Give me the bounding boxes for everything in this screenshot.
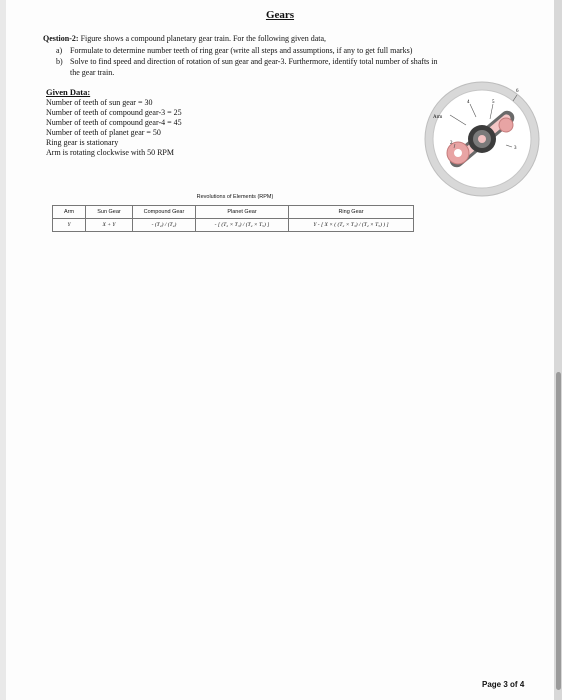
given-data-heading: Given Data: xyxy=(46,87,91,97)
document-page xyxy=(6,0,554,700)
header-arm: Arm xyxy=(53,206,86,219)
table-row xyxy=(53,219,414,232)
page-footer xyxy=(482,680,524,689)
part-a-label: a) xyxy=(56,46,63,55)
header-ring-gear: Ring Gear xyxy=(289,206,414,219)
revolutions-table xyxy=(52,205,414,232)
part-b xyxy=(56,57,526,67)
planet-gear-far xyxy=(499,118,513,132)
label-4: 4 xyxy=(467,100,470,105)
given-gear3-teeth: Number of teeth of compound gear-3 = 25 xyxy=(46,108,182,117)
label-2: 2 xyxy=(450,141,453,146)
cell-arm: Y xyxy=(53,219,86,232)
header-compound-gear: Compound Gear xyxy=(133,206,196,219)
label-6: 6 xyxy=(516,89,519,94)
cell-ring-gear: Y - [ X × ( (T₂ × T₃) / (T₄ × T₅) ) ] xyxy=(289,219,414,232)
label-5: 5 xyxy=(492,100,495,105)
table-caption: Revolutions of Elements (RPM) xyxy=(196,194,274,200)
given-gear4-teeth: Number of teeth of compound gear-4 = 45 xyxy=(46,118,182,127)
question-intro xyxy=(43,34,533,44)
part-a-text: Formulate to determine number teeth of ring gear (write all steps and assumptions, if any to get full marks) xyxy=(70,46,413,55)
given-planet-teeth: Number of teeth of planet gear = 50 xyxy=(46,128,161,137)
cell-compound-gear: - (T₂) / (T₄) xyxy=(133,219,196,232)
footer-of-label: of xyxy=(510,680,518,689)
question-text: Figure shows a compound planetary gear train. For the following given data, xyxy=(80,34,327,43)
part-b-continued: the gear train. xyxy=(70,68,115,77)
given-sun-teeth: Number of teeth of sun gear = 30 xyxy=(46,98,153,107)
label-3: 3 xyxy=(514,146,517,151)
given-ring-stationary: Ring gear is stationary xyxy=(46,138,119,147)
question-label: Qestion-2: xyxy=(43,34,79,43)
page-title: Gears xyxy=(265,9,295,21)
header-planet-gear: Planet Gear xyxy=(196,206,289,219)
planet-hub xyxy=(454,149,462,157)
given-arm-speed: Arm is rotating clockwise with 50 RPM xyxy=(46,148,174,157)
table-header-row xyxy=(53,206,414,219)
footer-total-pages: 4 xyxy=(519,680,525,689)
cell-sun-gear: X + Y xyxy=(86,219,133,232)
part-b-text: Solve to find speed and direction of rotation of sun gear and gear-3. Furthermore, identify total number of shafts in xyxy=(70,57,438,66)
gear-train-diagram xyxy=(420,77,544,201)
sun-shaft xyxy=(478,135,486,143)
part-b-label: b) xyxy=(56,57,63,66)
scrollbar-thumb[interactable] xyxy=(556,372,561,690)
scrollbar[interactable] xyxy=(554,0,562,700)
footer-page-number: 3 xyxy=(503,680,508,689)
label-arm: Arm xyxy=(433,115,443,120)
footer-page-label: Page xyxy=(482,680,502,689)
cell-planet-gear: - [ (T₂ × T₃) / (T₄ × T₅) ] xyxy=(196,219,289,232)
part-a xyxy=(56,46,526,56)
header-sun-gear: Sun Gear xyxy=(86,206,133,219)
